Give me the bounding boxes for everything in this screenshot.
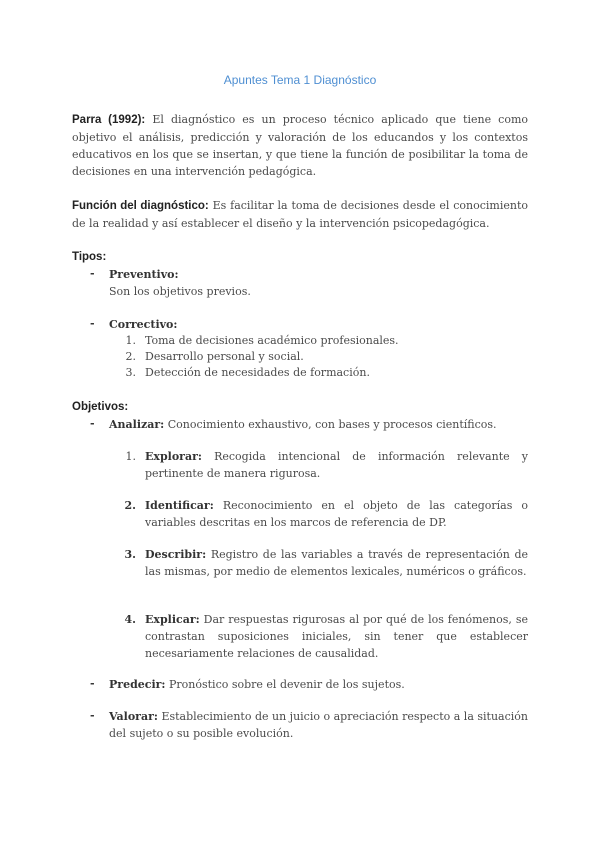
preventivo-text: Son los objetivos previos. — [109, 285, 251, 298]
bullet-dash: - — [90, 709, 95, 722]
explorar-text: Recogida intencional de información relevante y pertinente de manera rigurosa. — [145, 450, 529, 480]
list-number: 1. — [125, 450, 136, 463]
valorar-item — [109, 708, 528, 742]
describir-text: Registro de las variables a través de representación de las mismas, por medio de elementos lexicales, numéricos o gráficos. — [145, 548, 528, 578]
list-item: Desarrollo personal y social. — [145, 350, 304, 363]
explicar-item — [145, 611, 528, 662]
describir-label: Describir: — [145, 548, 207, 561]
explicar-text: Dar respuestas rigurosas al por qué de los fenómenos, se contrastan suposiciones iniciales, sin tener que establecer necesariamente relaciones de causalidad. — [145, 613, 528, 660]
list-number: 2. — [125, 350, 136, 363]
list-item: Toma de decisiones académico profesionales. — [145, 334, 399, 347]
list-number: 2. — [124, 499, 136, 512]
bullet-dash: - — [90, 267, 95, 280]
list-number: 3. — [124, 548, 136, 561]
tipos-heading: Tipos: — [72, 251, 107, 263]
valorar-text: Establecimiento de un juicio o apreciación respecto a la situación del sujeto o su posible evolución. — [109, 710, 528, 740]
funcion-text: Es facilitar la toma de decisiones desde el conocimiento de la realidad y así establecer el diseño y la intervención psicopedagógica. — [72, 199, 528, 230]
analizar-label: Analizar: — [109, 418, 165, 431]
analizar-text: Conocimiento exhaustivo, con bases y procesos científicos. — [167, 418, 497, 431]
funcion-label: Función del diagnóstico: — [72, 200, 209, 212]
parra-paragraph — [72, 111, 528, 180]
predecir-label: Predecir: — [109, 678, 166, 691]
describir-item — [145, 546, 528, 580]
explorar-label: Explorar: — [145, 450, 202, 463]
explorar-item — [145, 448, 528, 482]
predecir-text: Pronóstico sobre el devenir de los sujetos. — [169, 678, 405, 691]
bullet-dash: - — [90, 677, 95, 690]
explicar-label: Explicar: — [145, 613, 200, 626]
list-number: 1. — [125, 334, 136, 347]
analizar-item — [109, 416, 529, 433]
parra-label: Parra (1992): — [72, 114, 146, 126]
list-number: 4. — [124, 613, 136, 626]
preventivo-label: Preventivo: — [109, 268, 179, 281]
objetivos-heading: Objetivos: — [72, 401, 129, 413]
identificar-label: Identificar: — [145, 499, 214, 512]
valorar-label: Valorar: — [109, 710, 158, 723]
correctivo-label: Correctivo: — [109, 318, 178, 331]
parra-text: El diagnóstico es un proceso técnico aplicado que tiene como objetivo el análisis, predicción y valoración de los educandos y los contextos educativos en los que se insertan, y que tiene la función de posibilitar la toma de decisiones en una intervención pedagógica. — [72, 113, 528, 178]
bullet-dash: - — [90, 317, 95, 330]
predecir-item — [109, 676, 529, 693]
list-item: Detección de necesidades de formación. — [145, 366, 370, 379]
identificar-item — [145, 497, 528, 531]
document-title: Apuntes Tema 1 Diagnóstico — [223, 73, 377, 87]
bullet-dash: - — [90, 417, 95, 430]
identificar-text: Reconocimiento en el objeto de las categorías o variables descritas en los marcos de referencia de DP. — [145, 499, 528, 529]
funcion-paragraph — [72, 197, 528, 232]
list-number: 3. — [125, 366, 136, 379]
